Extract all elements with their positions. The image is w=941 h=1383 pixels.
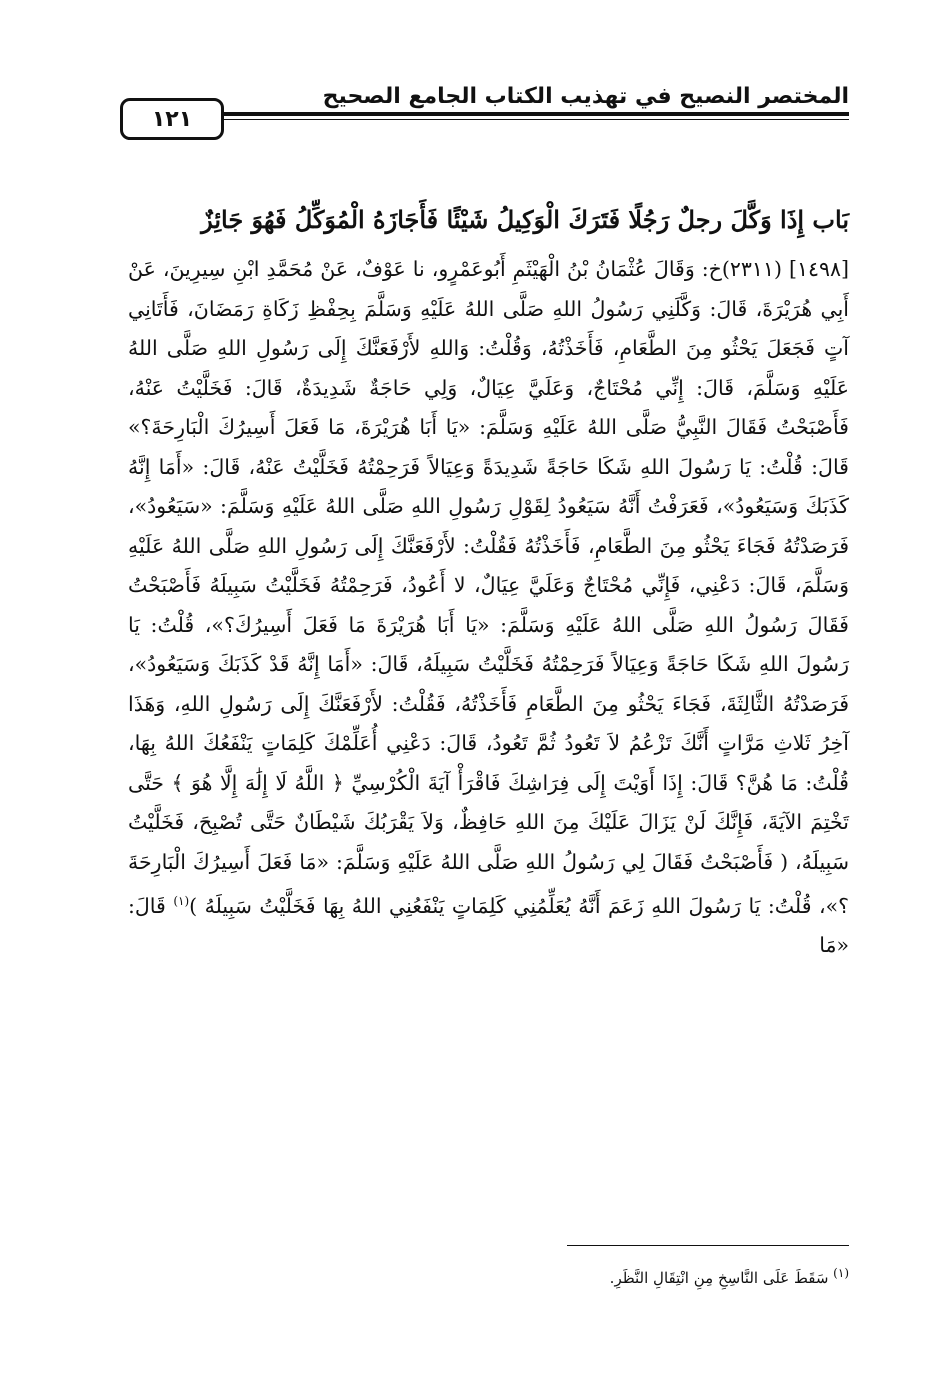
hadith-text: [١٤٩٨] (٢٣١١)خ: وَقَالَ عُثْمَانُ بْنُ الْهَيْثَمِ أَبُوعَمْرٍو، نا عَوْفٌ، عَنْ مُحَمَّدِ ابْنِ سِيرِينَ، عَنْ أَبِي هُرَيْرَةَ، قَالَ: وَكَّلَنِي رَسُولُ اللهِ صَلَّى اللهُ عَلَيْهِ وَسَلَّمَ بِحِفْظِ زَكَاةِ رَمَضَانَ، فَأَتَانِي آتٍ فَجَعَلَ يَحْثُو مِنَ الطَّعَامِ، فَأَخَذْتُهُ، وَقُلْتُ: وَاللهِ لأَرْفَعَنَّكَ إِلَى رَسُولِ اللهِ صَلَّى اللهُ عَلَيْهِ وَسَلَّمَ، قَالَ: إِنِّي مُحْتَاجٌ، وَعَلَيَّ عِيَالٌ، وَلِي حَاجَةٌ شَدِيدَةٌ، قَالَ: فَخَلَّيْتُ عَنْهُ، فَأَصْبَحْتُ فَقَالَ النَّبِيُّ صَلَّى اللهُ عَلَيْهِ وَسَلَّمَ: «يَا أَبَا هُرَيْرَةَ، مَا فَعَلَ أَسِيرُكَ الْبَارِحَةَ؟» قَالَ: قُلْتُ: يَا رَسُولَ اللهِ شَكَا حَاجَةً شَدِيدَةً وَعِيَالاً فَرَحِمْتُهُ فَخَلَّيْتُ عَنْهُ، قَالَ: «أَمَا إِنَّهُ كَذَبَكَ وَسَيَعُودُ»، فَعَرَفْتُ أَنَّهُ سَيَعُودُ لِقَوْلِ رَسُولِ اللهِ صَلَّى اللهُ عَلَيْهِ وَسَلَّمَ: «سَيَعُودُ»، فَرَصَدْتُهُ فَجَاءَ يَحْثُو مِنَ الطَّعَامِ، فَأَخَذْتُهُ فَقُلْتُ: لأَرْفَعَنَّكَ إِلَى رَسُولِ اللهِ صَلَّى اللهُ عَلَيْهِ وَسَلَّمَ، قَالَ: دَعْنِي، فَإِنِّي مُحْتَاجٌ وَعَلَيَّ عِيَالٌ، لا أَعُودُ، فَرَحِمْتُهُ فَخَلَّيْتُ سَبِيلَهُ فَأَصْبَحْتُ فَقَالَ رَسُولُ اللهِ صَلَّى اللهُ عَلَيْهِ وَسَلَّمَ: «يَا أَبَا هُرَيْرَةَ مَا فَعَلَ أَسِيرُكَ؟»، قُلْتُ: يَا رَسُولَ اللهِ شَكَا حَاجَةً وَعِيَالاً فَرَحِمْتُهُ فَخَلَّيْتُ سَبِيلَهُ، قَالَ: «أَمَا إِنَّهُ قَدْ كَذَبَكَ وَسَيَعُودُ»، فَرَصَدْتُهُ الثَّالِثَةَ، فَجَاءَ يَحْثُو مِنَ الطَّعَامِ فَأَخَذْتُهُ، فَقُلْتُ: لأَرْفَعَنَّكَ إِلَى رَسُولِ اللهِ، وَهَذَا آخِرُ ثَلاثِ مَرَّاتٍ أَنَّكَ تَزْعُمُ لاَ تَعُودُ ثُمَّ تَعُودُ، قَالَ: دَعْنِي أُعَلِّمْكَ كَلِمَاتٍ يَنْفَعُكَ اللهُ بِهَا، قُلْتُ: مَا هُنَّ؟ قَالَ: إِذَا أَوَيْتَ إِلَى فِرَاشِكَ فَاقْرَأْ آيَةَ الْكُرْسِيِّ ﴿ اللَّهُ لَا إِلَٰهَ إِلَّا هُوَ ﴾ حَتَّى تَخْتِمَ الآيَةَ، فَإِنَّكَ لَنْ يَزَالَ عَلَيْكَ مِنَ اللهِ حَافِظٌ، وَلاَ يَقْرَبُكَ شَيْطَانٌ حَتَّى تُصْبِحَ، فَخَلَّيْتُ سَبِيلَهُ، ( فَأَصْبَحْتُ فَقَالَ لِي رَسُولُ اللهِ صَلَّى اللهُ عَلَيْهِ وَسَلَّمَ: «مَا فَعَلَ أَسِيرُكَ الْبَارِحَةَ ؟»، قُلْتُ: يَا رَسُولَ اللهِ زَعَمَ أَنَّهُ يُعَلِّمُنِي كَلِمَاتٍ يَنْفَعُنِي اللهُ بِهَا فَخَلَّيْتُ سَبِيلَهُ ) bbox=[128, 257, 849, 918]
footnote-marker: (١) bbox=[833, 1266, 849, 1280]
page-number: ١٢١ bbox=[120, 98, 224, 140]
hadith-text-end: قَالَ: «مَا bbox=[128, 893, 849, 958]
footnote bbox=[610, 1262, 849, 1289]
hadith-paragraph bbox=[128, 250, 849, 966]
footnote-reference: (١) bbox=[173, 894, 190, 908]
main-content bbox=[128, 200, 849, 966]
header-rule bbox=[222, 112, 849, 116]
header-rule-thin bbox=[222, 119, 849, 120]
footnote-divider bbox=[567, 1245, 849, 1246]
page-header bbox=[120, 84, 849, 144]
chapter-heading: بَاب إِذَا وَكَّلَ رجلٌ رَجُلًا فَتَرَكَ الْوَكِيلُ شَيْئًا فَأَجَازَهُ الْمُوَكِّلُ فَهُوَ جَائِزٌ bbox=[201, 205, 849, 234]
book-title: المختصر النصيح في تهذيب الكتاب الجامع الصحيح bbox=[322, 84, 849, 109]
footnote-text: سَقَطَ عَلَى النَّاسِخِ مِنِ انْتِقَالِ النَّظَرِ. bbox=[609, 1269, 834, 1287]
